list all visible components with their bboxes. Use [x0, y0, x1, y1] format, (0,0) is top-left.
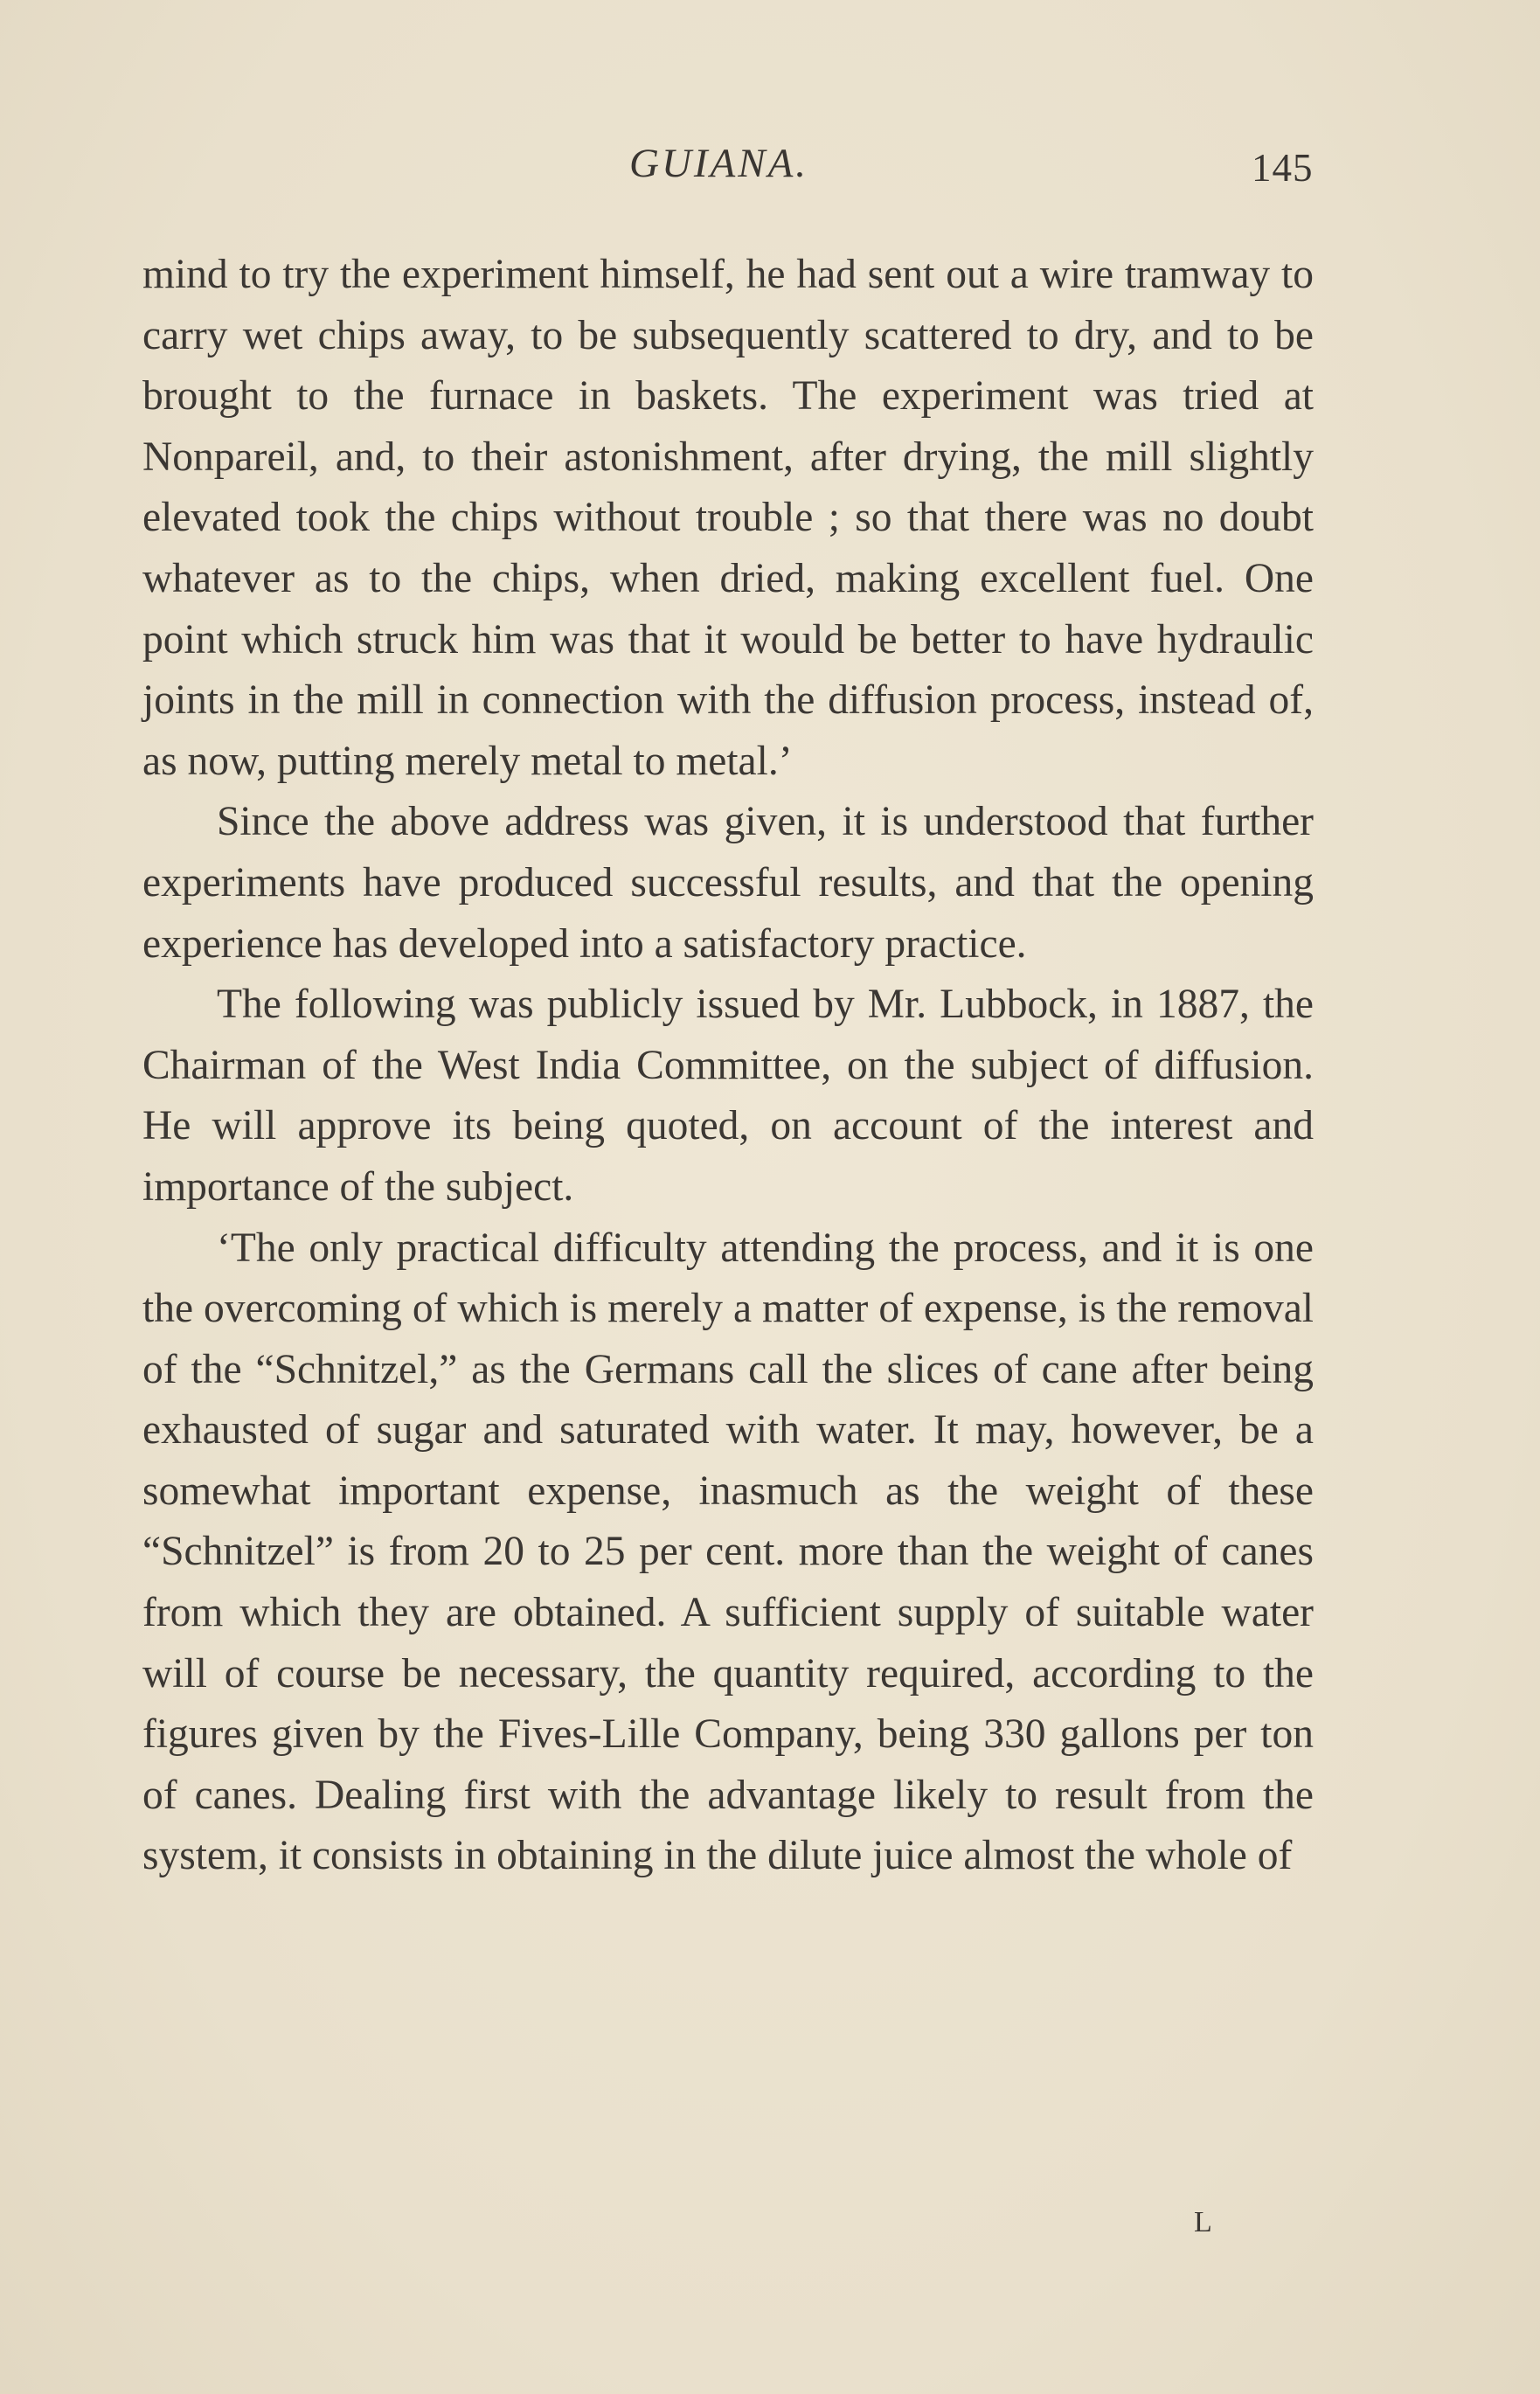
running-title: GUIANA. — [629, 141, 809, 186]
paragraph-quotation: ‘The only practical difficulty attending the process, and it is one the overcoming of which is merely a matter of expense, is the removal of the “Schnitzel,” as the Germans call the slices of cane after being exhausted of sugar and saturated with water. It may, however, be a somewhat important expense, inasmuch as the weight of these “Schnitzel” is from 20 to 25 per cent. more than the weight of canes from which they are obtained. A sufficient supply of suitable water will of course be necessary, the quantity required, according to the figures given by the Fives-Lille Company, being 330 gallons per ton of canes. Dealing first with the advantage likely to result from the system, it consists in obtaining in the dilute juice almost the whole of — [142, 1225, 1314, 1879]
running-head — [0, 140, 1540, 192]
paragraph-continuation: mind to try the experiment himself, he had sent out a wire tramway to carry wet chips away, to be subsequently scattered to dry, and to be brought to the furnace in baskets. The experiment was tried at Nonpareil, and, to their astonishment, after drying, the mill slightly elevated took the chips without trouble ; so that there was no doubt whatever as to the chips, when dried, making excellent fuel. One point which struck him was that it would be better to have hydraulic joints in the mill in connection with the diffusion process, instead of, as now, putting merely metal to metal.’ — [142, 252, 1314, 784]
body-text — [142, 245, 1314, 1887]
paragraph-lubbock: The following was publicly issued by Mr. Lubbock, in 1887, the Chairman of the West India Committee, on the subject of diffusion. He will approve its being quoted, on account of the interest and importance of the subject. — [142, 982, 1314, 1210]
page-number: 145 — [1252, 146, 1314, 190]
paragraph-further-experiments: Since the above address was given, it is understood that further experiments have produced successful results, and that the opening experience has developed into a satisfactory practice. — [142, 799, 1314, 967]
signature-mark: L — [1194, 2206, 1212, 2238]
